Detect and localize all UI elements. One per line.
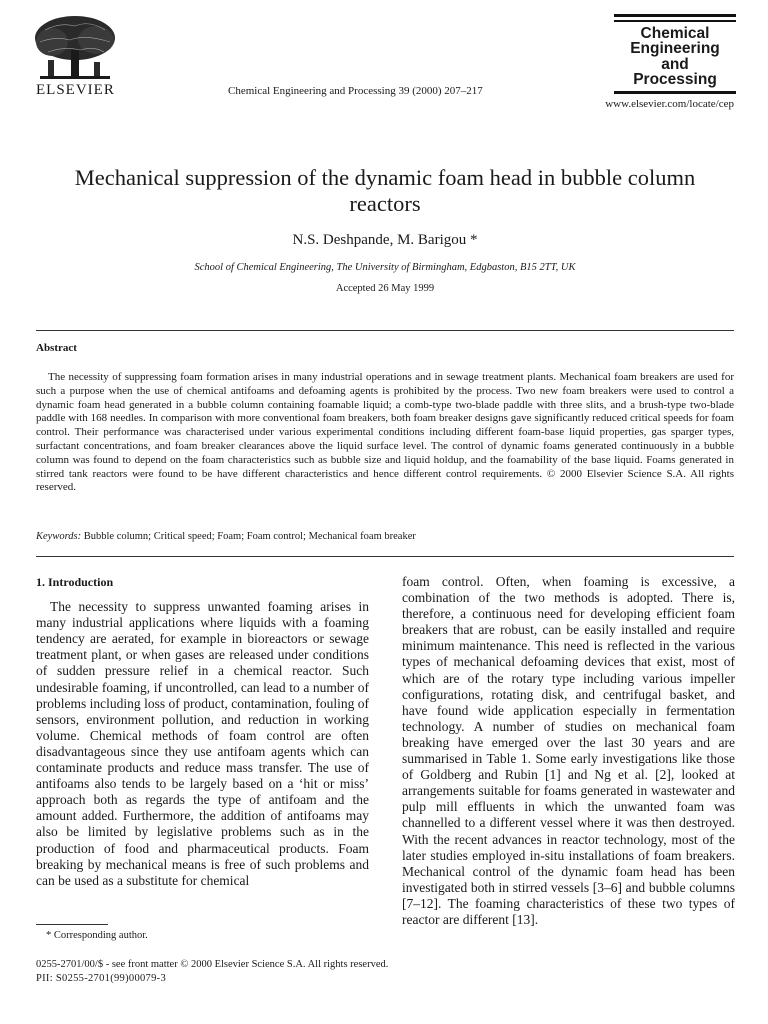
journal-url[interactable]: www.elsevier.com/locate/cep (605, 98, 734, 110)
publisher-name: ELSEVIER (36, 82, 115, 98)
abstract-top-rule (36, 330, 734, 331)
brand-rule-top (614, 14, 736, 17)
abstract-text: The necessity of suppressing foam formation arises in many industrial operations and in sewage treatment plants. Mechanical foam breakers are used for such a purpose when the use of chemical antifoams and defoaming agents is prohibited by the process. Two new foam breakers were used to control a dynamic foam head generated in a bubble column containing foamable liquid; a comb-type two-blade paddle with three slits, and a brush-type two-blade paddle with 168 needles. In comparison with more conventional foam breakers, both foam breaker designs gave significantly reduced critical speeds for foam control. Their performance was characterised under various experimental conditions including different foam-base liquid properties, gas sparger types, surfactant concentrations, and foam breaker clearances above the liquid surface level. The control of dynamic foams generated continuously in a bubble column was found to depend on the foam characteristics such as bubble size and liquid holdup, and the foamability of the base liquid. Foams generated in stirred tank reactors were found to be have different characteristics and hence different control requirements. © 2000 Elsevier Science S.A. All rights reserved. (36, 371, 734, 494)
section-heading: 1. Introduction (36, 575, 114, 589)
footnote-rule (36, 924, 108, 925)
author-affiliation: School of Chemical Engineering, The University of Birmingham, Edgbaston, B15 2TT, UK (194, 262, 576, 273)
article-title: Mechanical suppression of the dynamic foam head in bubble column reactors (74, 165, 696, 216)
journal-name-line: Chemical (640, 24, 710, 42)
pii-line: PII: S0255-2701(99)00079-3 (36, 973, 167, 984)
journal-name-line: Processing (633, 71, 717, 88)
journal-reference: Chemical Engineering and Processing 39 (2000) 207–217 (228, 85, 483, 97)
corresponding-author-footnote: * Corresponding author. (46, 930, 148, 941)
abstract-bottom-rule (36, 556, 734, 557)
keywords (36, 531, 416, 542)
accepted-date: Accepted 26 May 1999 (335, 283, 435, 294)
brand-rule-bottom (614, 91, 736, 94)
intro-paragraph-continued: foam control. Often, when foaming is excessive, a combination of the two methods is adopted. There is, therefore, a continuous need for developing efficient foam breakers that are robust, can be easily installed and require minimum maintenance. This need is reflected in the various types of mechanical defoaming devices that exist, most of which are of the rotary type including various impeller configurations, rotating disk, and centrifugal basket, and have found wide application especially in fermentation technology. A number of studies on mechanical foam breaking have emerged over the last 30 years and are summarised in Table 1. Some early investigations like those of Goldberg and Rubin [1] and Ng et al. [2], looked at arrangements suitable for foams generated in wastewater and pulp mill effluents in which the unwanted foam was channelled to a different vessel where it was then destroyed. With the recent advances in reactor technology, most of the later studies employed in-situ installations of foam breakers. Mechanical control of the dynamic foam head has been investigated both in stirred vessels [3–6] and bubble columns [7–12]. The foaming characteristics of these two types of reactor are different [13]. (402, 574, 735, 927)
journal-brand (614, 14, 736, 94)
abstract-heading: Abstract (36, 342, 77, 354)
journal-name (614, 26, 736, 88)
journal-name-line: and (661, 55, 689, 73)
keywords-label: Keywords: (36, 531, 82, 542)
issn-line: 0255-2701/00/$ - see front matter © 2000 Elsevier Science S.A. All rights reserved. (36, 959, 389, 970)
right-column (402, 574, 735, 928)
left-column (36, 574, 369, 889)
intro-paragraph: The necessity to suppress unwanted foaming arises in many industrial applications where liquids with a foaming tendency are aerated, for example in bioreactors or sewage treatment plant, or when gases are released under conditions of sudden pressure relief in a chemical reactor. Such undesirable foaming, if uncontrolled, can lead to a number of problems including loss of product, contamination, fouling of sensors, environment pollution, and reduction in working volume. Chemical methods of foam control are often disadvantageous since they use antifoam agents which can contaminate products and reduce mass transfer. The use of antifoams also tends to be largely based on a ‘hit or miss’ approach both as regards the type of antifoam and the amount added. Furthermore, the addition of antifoams may also be limited by legislative problems such as in the production of food and pharmaceutical products. Foam breaking by mechanical means is free of such problems and can be used as a substitute for chemical (36, 599, 369, 888)
article-authors: N.S. Deshpande, M. Barigou * (292, 232, 478, 248)
journal-name-line: Engineering (630, 40, 720, 57)
brand-rule-thin (614, 20, 736, 22)
keywords-text: Bubble column; Critical speed; Foam; Foam control; Mechanical foam breaker (83, 531, 416, 542)
